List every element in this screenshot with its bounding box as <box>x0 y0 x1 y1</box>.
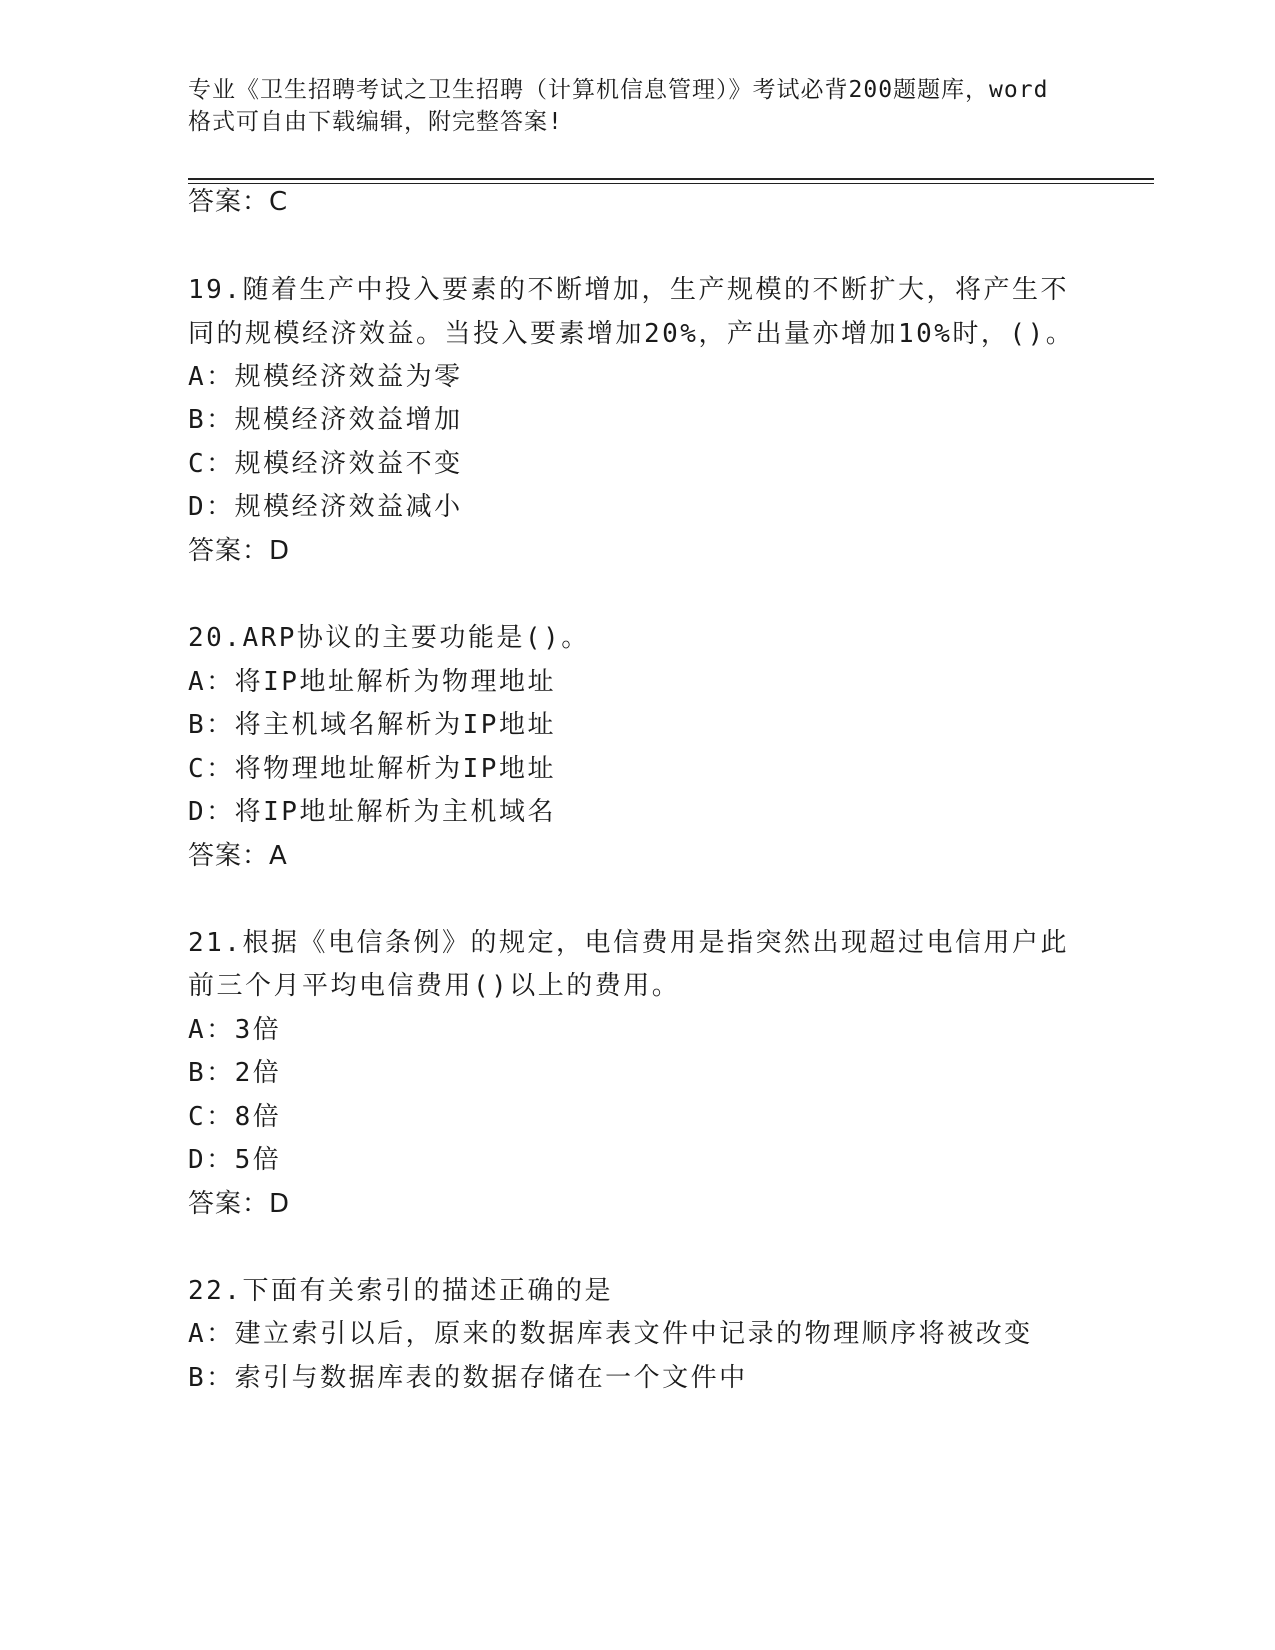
header-divider <box>188 183 1154 184</box>
option-d: D：规模经济效益减小 <box>188 492 463 522</box>
option-c: C：规模经济效益不变 <box>188 449 463 479</box>
option-b: B：规模经济效益增加 <box>188 405 463 435</box>
option-d: D：5倍 <box>188 1145 282 1175</box>
option-a: A：规模经济效益为零 <box>188 362 463 392</box>
header-line: 专业《卫生招聘考试之卫生招聘（计算机信息管理）》考试必背200题题库，word <box>188 77 1049 103</box>
answer-line: 答案：D <box>188 536 291 566</box>
option-a: A：将IP地址解析为物理地址 <box>188 667 556 697</box>
question-stem: 20.ARP协议的主要功能是()。 <box>188 623 590 653</box>
question-stem: 19.随着生产中投入要素的不断增加，生产规模的不断扩大，将产生不 <box>188 275 1069 305</box>
answer-line: 答案：D <box>188 1189 291 1219</box>
header-line: 格式可自由下载编辑，附完整答案! <box>188 109 563 135</box>
answer-line: 答案：C <box>188 187 289 217</box>
answer-line: 答案：A <box>188 841 288 871</box>
question-stem: 22.下面有关索引的描述正确的是 <box>188 1276 613 1306</box>
document-header <box>188 74 1088 138</box>
option-c: C：将物理地址解析为IP地址 <box>188 754 556 784</box>
option-d: D：将IP地址解析为主机域名 <box>188 797 556 827</box>
question-stem: 前三个月平均电信费用()以上的费用。 <box>188 971 681 1001</box>
option-c: C：8倍 <box>188 1102 282 1132</box>
question-stem: 21.根据《电信条例》的规定，电信费用是指突然出现超过电信用户此 <box>188 928 1069 958</box>
option-b: B：将主机域名解析为IP地址 <box>188 710 556 740</box>
option-a: A：建立索引以后，原来的数据库表文件中记录的物理顺序将被改变 <box>188 1319 1033 1349</box>
question-stem: 同的规模经济效益。当投入要素增加20%，产出量亦增加10%时，()。 <box>188 319 1075 349</box>
header-divider <box>188 178 1154 180</box>
option-b: B：2倍 <box>188 1058 282 1088</box>
option-b: B：索引与数据库表的数据存储在一个文件中 <box>188 1363 748 1393</box>
option-a: A：3倍 <box>188 1015 282 1045</box>
